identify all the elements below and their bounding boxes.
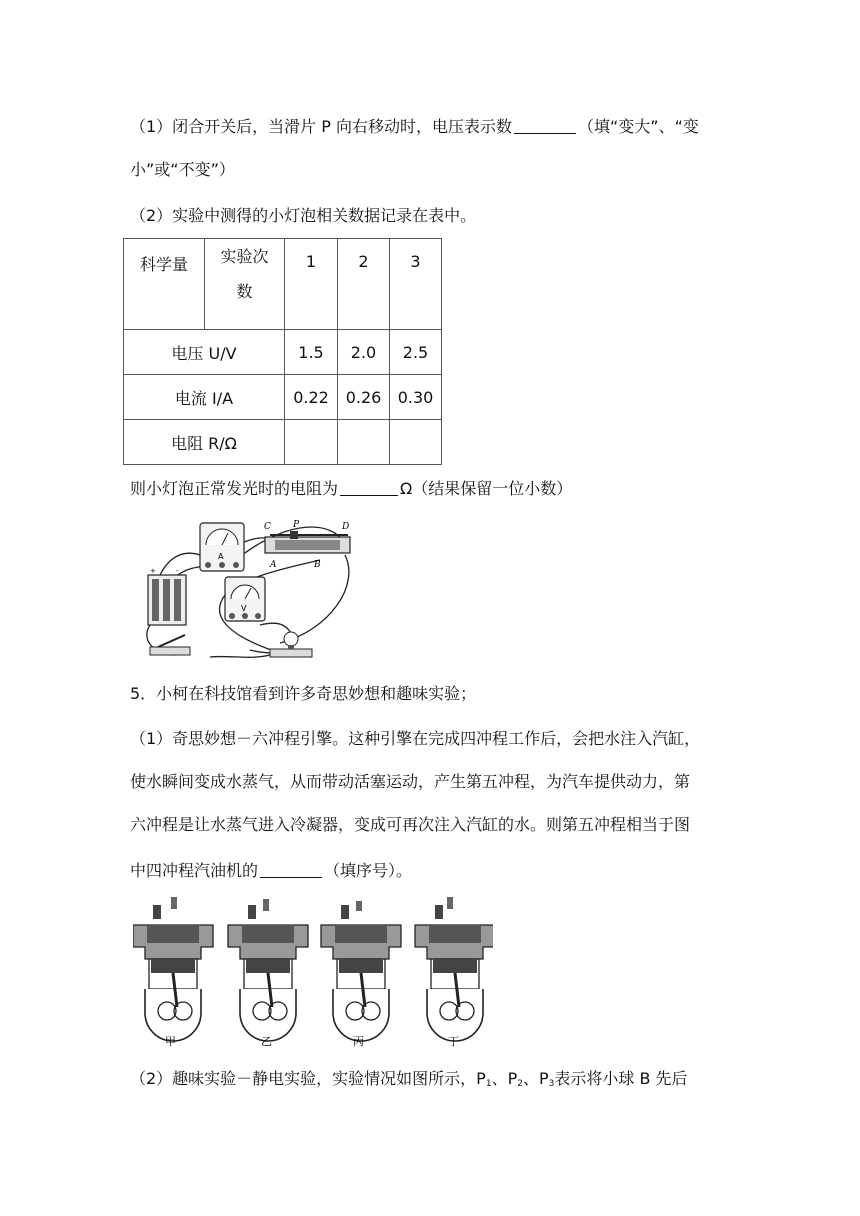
circuit-diagram	[130, 515, 370, 665]
table-header-row	[124, 239, 442, 330]
q5-p1-line4-text-a: 中四冲程汽油机的	[130, 861, 259, 880]
q4-resistance-text-b: Ω（结果保留一位小数）	[400, 479, 573, 498]
engine-label-yi: 乙	[261, 1035, 272, 1048]
engine-label-ding: 丁	[448, 1035, 459, 1048]
q5-p2-text-b: 表示将小球 B 先后	[554, 1069, 688, 1088]
engine-jia-icon	[133, 897, 213, 1041]
q5-p1-line4	[130, 860, 412, 882]
engine-yi-icon	[228, 899, 308, 1041]
bulb-icon	[270, 632, 312, 657]
row-label-resistance: 电阻 R/Ω	[124, 420, 285, 465]
svg-text:-: -	[176, 567, 179, 575]
q4-resistance-text-a: 则小灯泡正常发光时的电阻为	[130, 479, 339, 498]
p3-subscript: 3	[548, 1079, 555, 1089]
engine-label-bing: 丙	[353, 1035, 364, 1048]
ammeter-label: A	[218, 552, 224, 561]
table-row	[124, 420, 442, 465]
q5-p2-sep2: 、P	[522, 1069, 549, 1088]
switch-icon	[150, 635, 190, 655]
p2-subscript: 2	[517, 1079, 523, 1089]
q5-p1-line4-text-b: （填序号）。	[324, 861, 413, 880]
table-cell: 2.0	[338, 330, 390, 375]
table-cell: 2.5	[390, 330, 442, 375]
label-a: A	[270, 560, 277, 570]
answer-blank-resistance[interactable]	[340, 478, 398, 496]
voltmeter-icon	[225, 577, 265, 621]
data-table	[123, 238, 442, 465]
q4-part1-text-a: （1）闭合开关后，当滑片 P 向右移动时，电压表示数	[130, 117, 513, 136]
q5-p2-sep1: 、P	[491, 1069, 518, 1088]
answer-blank-stroke[interactable]	[260, 860, 322, 878]
table-cell: 0.30	[390, 375, 442, 420]
label-p: P	[293, 520, 300, 530]
table-cell: 0.22	[285, 375, 338, 420]
header-trial-1: 1	[285, 239, 338, 330]
row-label-current: 电流 I/A	[124, 375, 285, 420]
q4-resistance-line	[130, 478, 572, 500]
q4-part1-text-b: （填“变大”、“变	[578, 117, 699, 136]
table-cell-empty	[338, 420, 390, 465]
q5-p1-line2: 使水瞬间变成水蒸气，从而带动活塞运动，产生第五冲程，为汽车提供动力，第	[130, 772, 691, 791]
q5-p1-line1: （1）奇思妙想－六冲程引擎。这种引擎在完成四冲程工作后，会把水注入汽缸，	[130, 729, 701, 748]
engine-bing-icon	[321, 901, 401, 1041]
engine-ding-icon	[415, 897, 493, 1041]
q5-p2-text-a: （2）趣味实验－静电实验，实验情况如图所示，P	[130, 1069, 486, 1088]
table-cell: 1.5	[285, 330, 338, 375]
header-trial-bottom: 数	[236, 282, 253, 301]
q5-p2-line1	[130, 1068, 688, 1095]
table-cell-empty	[390, 420, 442, 465]
q4-part1-line2: 小”或“不变”）	[130, 160, 235, 179]
battery-icon	[148, 567, 186, 625]
table-row	[124, 375, 442, 420]
answer-blank-voltage[interactable]	[514, 116, 576, 134]
engine-strokes-figure	[133, 895, 493, 1055]
svg-text:+: +	[150, 567, 156, 575]
q4-part2-text: （2）实验中测得的小灯泡相关数据记录在表中。	[130, 206, 477, 225]
q5-p1-line3: 六冲程是让水蒸气进入冷凝器，变成可再次注入汽缸的水。则第五冲程相当于图	[130, 815, 691, 834]
header-quantity: 科学量	[124, 239, 205, 330]
p1-subscript: 1	[485, 1079, 492, 1089]
header-trial	[205, 239, 285, 330]
header-trial-top: 实验次	[220, 247, 269, 266]
label-b: B	[314, 560, 321, 570]
row-label-voltage: 电压 U/V	[124, 330, 285, 375]
label-c: C	[264, 522, 271, 532]
header-trial-3: 3	[390, 239, 442, 330]
engine-label-jia: 甲	[165, 1035, 176, 1048]
table-cell-empty	[285, 420, 338, 465]
ammeter-icon	[200, 523, 244, 571]
label-d: D	[342, 522, 350, 532]
table-row	[124, 330, 442, 375]
q4-part1-line1	[130, 116, 699, 138]
table-cell: 0.26	[338, 375, 390, 420]
header-trial-2: 2	[338, 239, 390, 330]
voltmeter-label: V	[241, 604, 247, 613]
q5-intro: 5．小柯在科技馆看到许多奇思妙想和趣味实验；	[130, 684, 477, 703]
